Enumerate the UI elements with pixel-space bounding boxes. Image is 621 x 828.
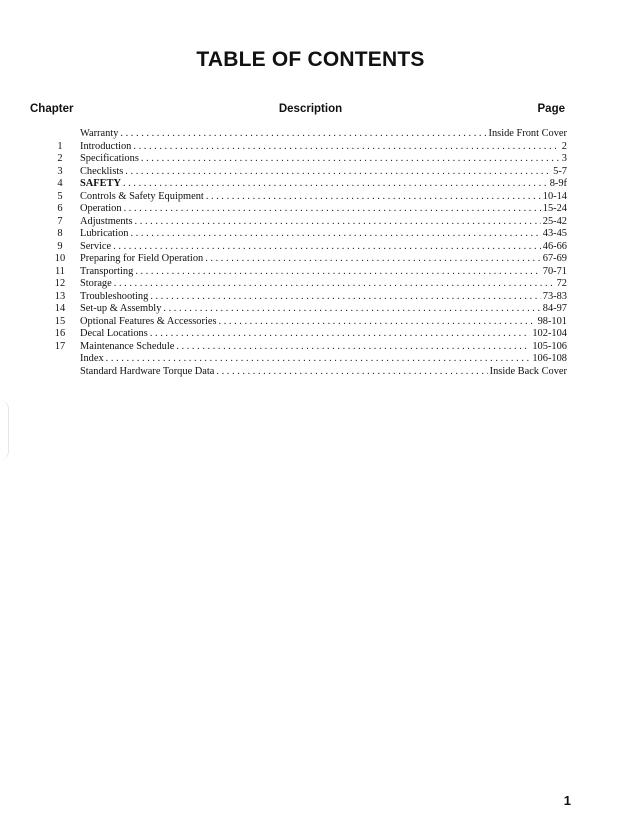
toc-page-ref: 70-71 (542, 265, 567, 277)
toc-page-ref: 105-106 (532, 340, 567, 352)
page-title: TABLE OF CONTENTS (196, 48, 425, 71)
toc-entry (40, 291, 567, 304)
toc-entry (40, 266, 567, 279)
toc-entry (40, 241, 567, 254)
dot-leader (219, 316, 536, 329)
toc-chapter-number: 9 (57, 240, 63, 252)
toc-page-ref: Inside Front Cover (488, 128, 567, 139)
page-number: 1 (563, 793, 571, 808)
toc-entry (40, 203, 567, 216)
dot-leader (123, 178, 548, 191)
column-header-description: Description (278, 103, 343, 115)
dot-leader (114, 278, 555, 291)
dot-leader (133, 141, 559, 154)
toc-entry-label: Controls & Safety Equipment (80, 190, 204, 202)
toc-entry-label: Checklists (80, 165, 124, 177)
toc-page-ref: 67-69 (542, 253, 567, 264)
toc-entry-label: Storage (80, 278, 112, 289)
dot-leader (163, 303, 540, 316)
toc-entry (40, 328, 567, 341)
toc-entry-label: Warranty (80, 128, 119, 139)
dot-leader (176, 341, 530, 354)
dot-leader (205, 253, 541, 266)
toc-page-ref: 3 (561, 153, 567, 164)
dot-leader (106, 353, 531, 366)
toc-entry (40, 366, 567, 379)
toc-entry-label: Adjustments (80, 215, 133, 227)
toc-chapter-number: 13 (54, 290, 66, 302)
toc-entry-label: Troubleshooting (80, 290, 149, 302)
toc-chapter-number: 15 (54, 315, 66, 327)
column-header-chapter: Chapter (30, 103, 74, 115)
toc-chapter-number: 10 (54, 253, 66, 264)
toc-entry-label: Optional Features & Accessories (80, 315, 217, 327)
toc-entry (40, 153, 567, 166)
page-edge-mark (0, 400, 9, 460)
toc-chapter-number: 17 (54, 340, 66, 352)
toc-entry-label: Service (80, 240, 112, 252)
toc-entry-label: Decal Locations (80, 328, 148, 339)
dot-leader (120, 128, 486, 141)
toc-entry-label: Standard Hardware Torque Data (80, 365, 215, 377)
dot-leader (150, 291, 540, 304)
dot-leader (141, 153, 560, 166)
toc-entry-label: Maintenance Schedule (80, 340, 175, 352)
toc-chapter-number: 2 (57, 153, 63, 164)
toc-entry (40, 178, 567, 191)
toc-entry (40, 228, 567, 241)
toc-page-ref: Inside Back Cover (489, 365, 567, 377)
toc-entry (40, 353, 567, 366)
toc-entry-label: Set-up & Assembly (80, 303, 162, 314)
toc-entry (40, 216, 567, 229)
dot-leader (125, 166, 551, 179)
toc-entry (40, 166, 567, 179)
toc-page-ref: 46-66 (542, 240, 567, 252)
toc-entry-label: Lubrication (80, 228, 129, 239)
toc-page-ref: 102-104 (532, 328, 567, 339)
toc-chapter-number: 14 (54, 303, 66, 314)
toc-chapter-number: 16 (54, 328, 66, 339)
toc-entry (40, 141, 567, 154)
toc-entry (40, 128, 567, 141)
toc-page-ref: 10-14 (542, 190, 567, 202)
toc-list (40, 128, 567, 378)
dot-leader (150, 328, 531, 341)
toc-entry (40, 278, 567, 291)
dot-leader (124, 203, 541, 216)
toc-page-ref: 72 (556, 278, 567, 289)
toc-chapter-number: 8 (57, 228, 63, 239)
toc-page-ref: 43-45 (542, 228, 567, 239)
toc-page-ref: 5-7 (553, 165, 567, 177)
toc-entry-label: Specifications (80, 153, 139, 164)
dot-leader (135, 266, 540, 279)
toc-chapter-number: 3 (57, 165, 63, 177)
column-header-page: Page (537, 103, 565, 115)
toc-page-ref: 15-24 (542, 203, 567, 214)
toc-chapter-number: 5 (57, 190, 63, 202)
toc-chapter-number: 7 (57, 215, 63, 227)
toc-page-ref: 73-83 (542, 290, 567, 302)
toc-chapter-number: 4 (57, 178, 63, 189)
toc-chapter-number: 1 (57, 140, 63, 152)
dot-leader (206, 191, 541, 204)
toc-entry (40, 341, 567, 354)
dot-leader (130, 228, 540, 241)
toc-entry-label: Transporting (80, 265, 134, 277)
dot-leader (135, 216, 541, 229)
toc-page-ref: 25-42 (542, 215, 567, 227)
toc-entry (40, 316, 567, 329)
toc-page-ref: 98-101 (537, 315, 567, 327)
toc-entry (40, 303, 567, 316)
toc-entry-label: Operation (80, 203, 122, 214)
dot-leader (216, 366, 487, 379)
toc-entry-label: Index (80, 353, 104, 364)
toc-page-ref: 106-108 (532, 353, 567, 364)
toc-entry (40, 191, 567, 204)
toc-entry-label: SAFETY (80, 178, 121, 189)
toc-chapter-number: 11 (54, 265, 65, 277)
toc-page-ref: 8-9f (549, 178, 567, 189)
toc-page-ref: 84-97 (542, 303, 567, 314)
toc-entry (40, 253, 567, 266)
dot-leader (113, 241, 541, 254)
toc-entry-label: Preparing for Field Operation (80, 253, 204, 264)
toc-chapter-number: 12 (54, 278, 66, 289)
toc-chapter-number: 6 (57, 203, 63, 214)
toc-page-ref: 2 (561, 140, 567, 152)
toc-entry-label: Introduction (80, 140, 132, 152)
